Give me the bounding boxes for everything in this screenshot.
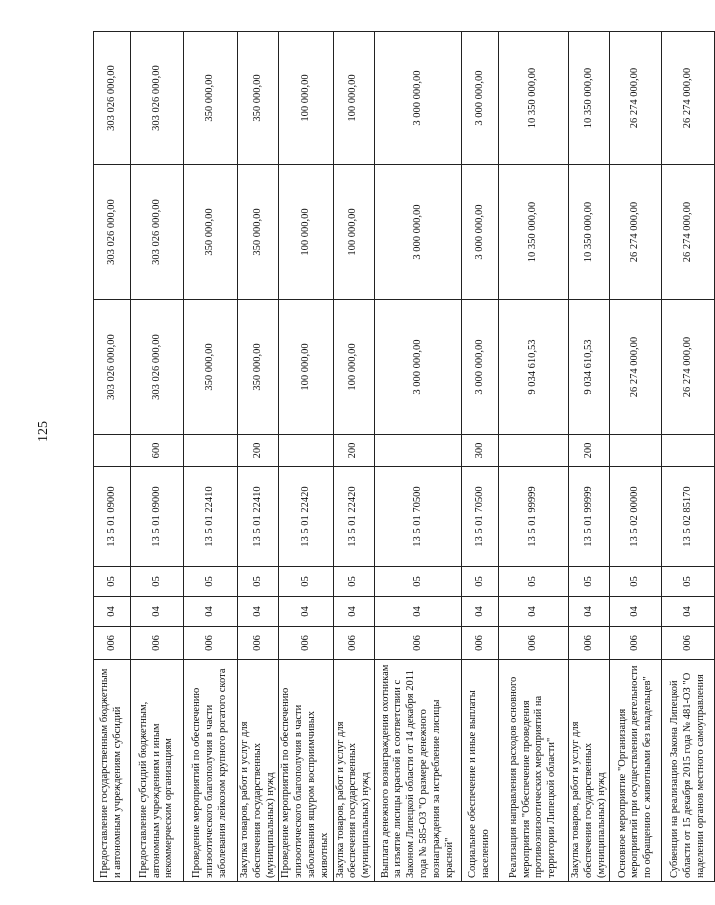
subsection-code: 05 (184, 567, 238, 597)
section-code: 04 (184, 597, 238, 627)
row-name: Социальное обеспечение и иные выплаты населению (461, 660, 498, 882)
budget-table-wrapper (93, 32, 706, 882)
subsection-code: 05 (131, 567, 184, 597)
expense-type: 200 (238, 435, 279, 467)
subsection-code: 05 (662, 567, 715, 597)
subsection-code: 05 (374, 567, 461, 597)
sum-year-3: 3 000 000,00 (374, 32, 461, 165)
expense-type (94, 435, 131, 467)
section-code: 04 (498, 597, 568, 627)
sum-year-1: 350 000,00 (238, 300, 279, 435)
section-code: 04 (461, 597, 498, 627)
row-name: Проведение мероприятий по обеспечению эпизоотического благополучия в части заболевания ящуром восприимчивых животных (279, 660, 333, 882)
row-name: Закупка товаров, работ и услуг для обеспечения государственных (муниципальных) нужд (238, 660, 279, 882)
table-row (131, 32, 184, 882)
subsection-code: 05 (461, 567, 498, 597)
section-code: 04 (568, 597, 609, 627)
sum-year-2: 100 000,00 (279, 165, 333, 300)
subsection-code: 05 (333, 567, 374, 597)
expense-type (374, 435, 461, 467)
ministry-code: 006 (498, 627, 568, 660)
section-code: 04 (374, 597, 461, 627)
table-row (279, 32, 333, 882)
ministry-code: 006 (662, 627, 715, 660)
table-row (662, 32, 715, 882)
sum-year-3: 100 000,00 (333, 32, 374, 165)
row-name: Предоставление государственным бюджетным и автономным учреждениям субсидий (94, 660, 131, 882)
sum-year-2: 3 000 000,00 (461, 165, 498, 300)
subsection-code: 05 (279, 567, 333, 597)
subsection-code: 05 (238, 567, 279, 597)
budget-table (93, 31, 715, 882)
sum-year-1: 26 274 000,00 (662, 300, 715, 435)
expense-type (279, 435, 333, 467)
table-row (461, 32, 498, 882)
sum-year-2: 3 000 000,00 (374, 165, 461, 300)
expense-type: 300 (461, 435, 498, 467)
sum-year-3: 10 350 000,00 (498, 32, 568, 165)
subsection-code: 05 (94, 567, 131, 597)
table-row (568, 32, 609, 882)
sum-year-2: 26 274 000,00 (610, 165, 662, 300)
sum-year-3: 26 274 000,00 (610, 32, 662, 165)
subsection-code: 05 (568, 567, 609, 597)
sum-year-1: 26 274 000,00 (610, 300, 662, 435)
sum-year-1: 350 000,00 (184, 300, 238, 435)
row-name: Предоставление субсидий бюджетным, автономным учреждениям и иным некоммерческим организациям (131, 660, 184, 882)
expense-type (610, 435, 662, 467)
sum-year-1: 3 000 000,00 (374, 300, 461, 435)
table-row (374, 32, 461, 882)
row-name: Проведение мероприятий по обеспечению эпизоотического благополучия в части заболевания лейкозом крупного рогатого скота (184, 660, 238, 882)
sum-year-2: 350 000,00 (238, 165, 279, 300)
sum-year-1: 100 000,00 (333, 300, 374, 435)
sum-year-2: 10 350 000,00 (498, 165, 568, 300)
section-code: 04 (610, 597, 662, 627)
table-body (94, 32, 715, 882)
expense-type: 200 (568, 435, 609, 467)
table-row (333, 32, 374, 882)
expense-type (662, 435, 715, 467)
sum-year-1: 303 026 000,00 (94, 300, 131, 435)
page-number: 125 (36, 421, 51, 442)
sum-year-1: 9 034 610,53 (568, 300, 609, 435)
target-article: 13 5 02 85170 (662, 467, 715, 567)
subsection-code: 05 (498, 567, 568, 597)
ministry-code: 006 (461, 627, 498, 660)
table-row (238, 32, 279, 882)
target-article: 13 5 01 70500 (374, 467, 461, 567)
ministry-code: 006 (238, 627, 279, 660)
target-article: 13 5 01 09000 (131, 467, 184, 567)
row-name: Основное мероприятие "Организация мероприятий при осуществлении деятельности по обращению с животными без владельцев" (610, 660, 662, 882)
expense-type (184, 435, 238, 467)
ministry-code: 006 (131, 627, 184, 660)
section-code: 04 (333, 597, 374, 627)
ministry-code: 006 (279, 627, 333, 660)
target-article: 13 5 01 22410 (238, 467, 279, 567)
sum-year-1: 9 034 610,53 (498, 300, 568, 435)
sum-year-2: 100 000,00 (333, 165, 374, 300)
sum-year-1: 3 000 000,00 (461, 300, 498, 435)
expense-type (498, 435, 568, 467)
section-code: 04 (131, 597, 184, 627)
sum-year-3: 3 000 000,00 (461, 32, 498, 165)
target-article: 13 5 01 22420 (333, 467, 374, 567)
row-name: Реализация направления расходов основного мероприятия "Обеспечение проведения противоэпизоотических мероприятий на территории Липецкой области" (498, 660, 568, 882)
ministry-code: 006 (610, 627, 662, 660)
row-name: Субвенции на реализацию Закона Липецкой области от 15 декабря 2015 года № 481-ОЗ "О наделении органов местного самоуправления (662, 660, 715, 882)
sum-year-3: 10 350 000,00 (568, 32, 609, 165)
section-code: 04 (279, 597, 333, 627)
table-row (610, 32, 662, 882)
target-article: 13 5 01 22420 (279, 467, 333, 567)
sum-year-2: 10 350 000,00 (568, 165, 609, 300)
target-article: 13 5 02 00000 (610, 467, 662, 567)
sum-year-1: 100 000,00 (279, 300, 333, 435)
section-code: 04 (94, 597, 131, 627)
sum-year-3: 26 274 000,00 (662, 32, 715, 165)
ministry-code: 006 (568, 627, 609, 660)
ministry-code: 006 (333, 627, 374, 660)
target-article: 13 5 01 70500 (461, 467, 498, 567)
target-article: 13 5 01 22410 (184, 467, 238, 567)
table-row (498, 32, 568, 882)
target-article: 13 5 01 09000 (94, 467, 131, 567)
row-name: Выплата денежного вознаграждения охотникам за изъятие лисицы красной в соответствии с Законом Липецкой области от 14 декабря 2011 года № 585-ОЗ "О размере денежного вознаграждения за истребление лисицы красной" (374, 660, 461, 882)
table-row (184, 32, 238, 882)
subsection-code: 05 (610, 567, 662, 597)
expense-type: 200 (333, 435, 374, 467)
row-name: Закупка товаров, работ и услуг для обеспечения государственных (муниципальных) нужд (568, 660, 609, 882)
sum-year-3: 100 000,00 (279, 32, 333, 165)
ministry-code: 006 (94, 627, 131, 660)
sum-year-3: 303 026 000,00 (131, 32, 184, 165)
sum-year-3: 350 000,00 (184, 32, 238, 165)
section-code: 04 (238, 597, 279, 627)
sum-year-2: 26 274 000,00 (662, 165, 715, 300)
sum-year-3: 303 026 000,00 (94, 32, 131, 165)
sum-year-2: 350 000,00 (184, 165, 238, 300)
sum-year-1: 303 026 000,00 (131, 300, 184, 435)
row-name: Закупка товаров, работ и услуг для обеспечения государственных (муниципальных) нужд (333, 660, 374, 882)
sum-year-2: 303 026 000,00 (94, 165, 131, 300)
sum-year-2: 303 026 000,00 (131, 165, 184, 300)
sum-year-3: 350 000,00 (238, 32, 279, 165)
table-row (94, 32, 131, 882)
section-code: 04 (662, 597, 715, 627)
expense-type: 600 (131, 435, 184, 467)
ministry-code: 006 (374, 627, 461, 660)
target-article: 13 5 01 99999 (498, 467, 568, 567)
ministry-code: 006 (184, 627, 238, 660)
target-article: 13 5 01 99999 (568, 467, 609, 567)
